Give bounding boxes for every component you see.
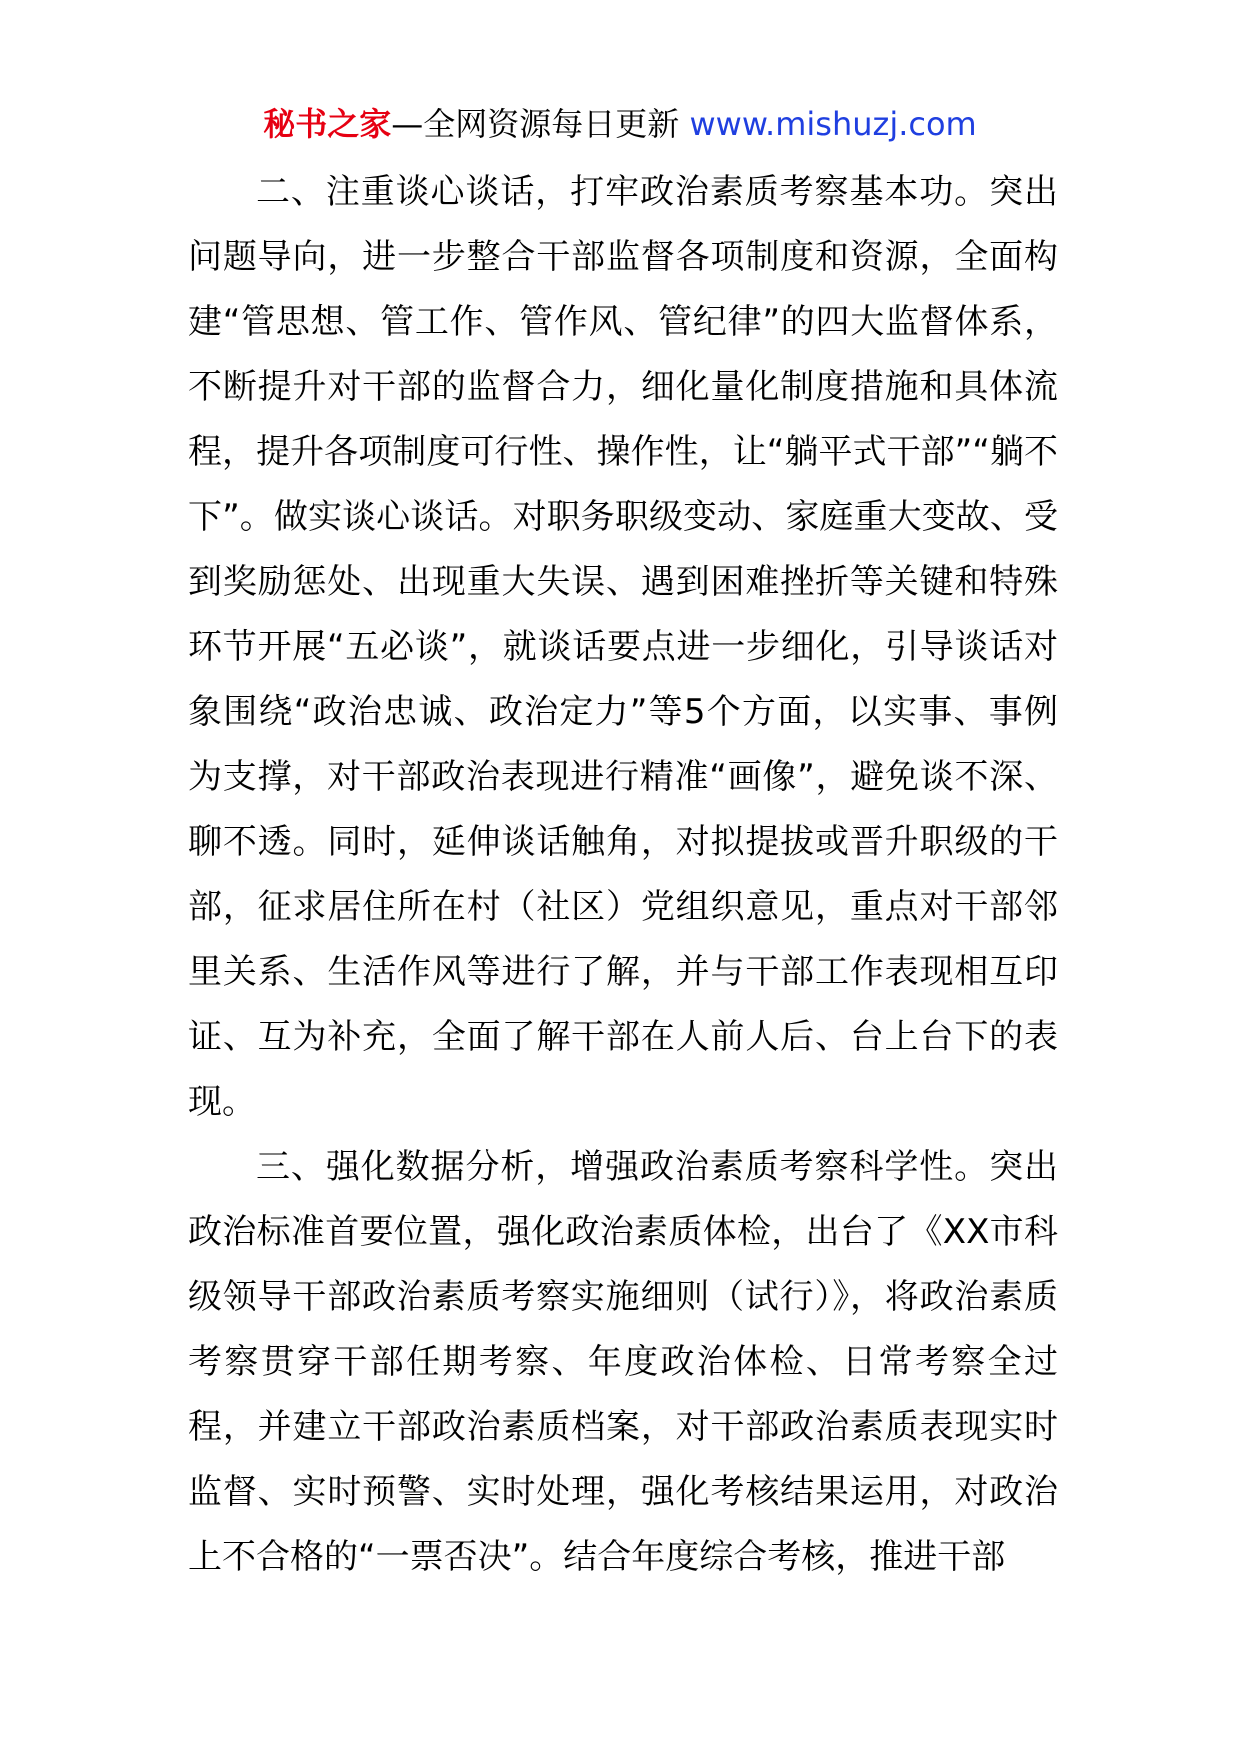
paragraph-two-heading: 二、注重谈心谈话，打牢政治素质考察基本功。 (256, 172, 990, 212)
header-tagline: —全网资源每日更新 (391, 105, 680, 143)
site-url[interactable]: www.mishuzj.com (689, 105, 977, 143)
site-header (0, 100, 1240, 148)
document-body (188, 160, 1058, 1590)
paragraph-three-heading: 三、强化数据分析，增强政治素质考察科学性。 (256, 1147, 990, 1187)
paragraph-three-text: 突出政治标准首要位置，强化政治素质体检，出台了《XX市科级领导干部政治素质考察实施细则（试行）》，将政治素质考察贯穿干部任期考察、年度政治体检、日常考察全过程，并建立干部政治素质档案，对干部政治素质表现实时监督、实时预警、实时处理，强化考核结果运用，对政治上不合格的“一票否决”。结合年度综合考核，推进干部 (188, 1147, 1059, 1577)
paragraph-two-text: 突出问题导向，进一步整合干部监督各项制度和资源，全面构建“管思想、管工作、管作风、管纪律”的四大监督体系，不断提升对干部的监督合力，细化量化制度措施和具体流程，提升各项制度可行性、操作性，让“躺平式干部”“躺不下”。做实谈心谈话。对职务职级变动、家庭重大变故、受到奖励惩处、出现重大失误、遇到困难挫折等关键和特殊环节开展“五必谈”，就谈话要点进一步细化，引导谈话对象围绕“政治忠诚、政治定力”等5个方面，以实事、事例为支撑，对干部政治表现进行精准“画像”，避免谈不深、聊不透。同时，延伸谈话触角，对拟提拔或晋升职级的干部，征求居住所在村（社区）党组织意见，重点对干部邻里关系、生活作风等进行了解，并与干部工作表现相互印证、互为补充，全面了解干部在人前人后、台上台下的表现。 (188, 172, 1059, 1122)
brand-name: 秘书之家 (263, 105, 392, 143)
paragraph-two (188, 160, 1058, 1135)
paragraph-three (188, 1135, 1058, 1590)
